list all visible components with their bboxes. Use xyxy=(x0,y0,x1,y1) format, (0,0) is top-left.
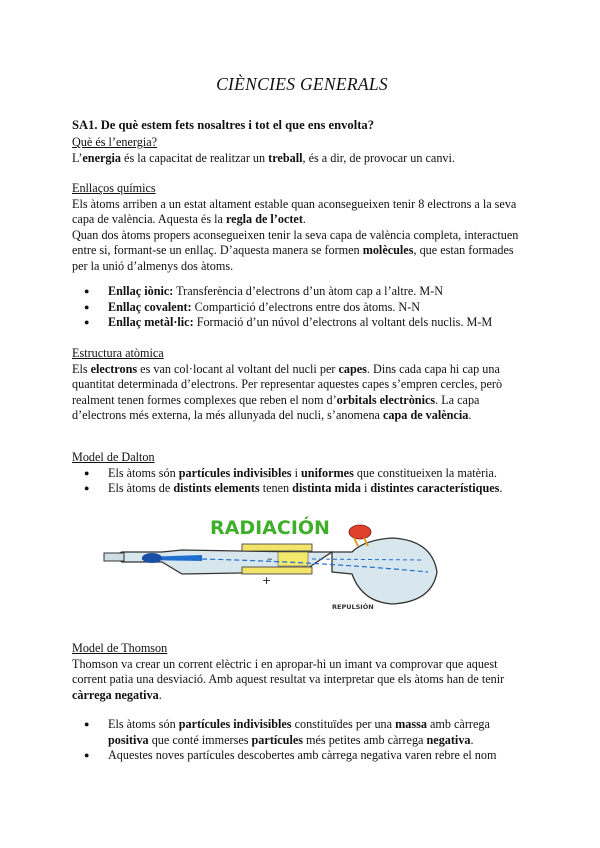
document-page xyxy=(72,0,532,848)
thomson-paragraph: Thomson va crear un corrent elèctric i en apropar-hi un imant va comprovar que aquest corrent patia una desviació. Amb aquest resultat va interpretar que els àtoms han de tenir càrrega negativa. xyxy=(72,656,505,702)
list-item: ● Enllaç iònic: Transferència d’electrons d’un àtom cap a l’altre. M-N xyxy=(72,284,528,300)
list-item: ● Enllaç covalent: Compartició d’electrons entre dos àtoms. N-N xyxy=(72,300,528,316)
enllacos-list xyxy=(72,284,528,331)
enllacos-section xyxy=(72,181,528,274)
plate-bottom xyxy=(242,567,312,574)
dalton-section xyxy=(72,450,528,497)
list-item: ● Aquestes noves partícules descobertes amb càrrega negativa varen rebre el nom xyxy=(72,748,528,764)
tube-neck xyxy=(104,553,124,561)
radiacion-label: RADIACIÓN xyxy=(210,517,330,539)
enllacos-paragraph-2: Quan dos àtoms propers aconsegueixen tenir la seva capa de valència completa, interactuen entre si, formant-se un enllaç. D’aquesta manera se formen molècules, que estan formades per la unió d’almenys dos àtoms. xyxy=(72,227,519,273)
deflection-zone xyxy=(278,552,308,566)
list-item: ● Els àtoms són partícules indivisibles constituïdes per una massa amb càrrega positiva que conté immerses partícules més petites amb càrrega negativa. xyxy=(72,717,528,748)
list-item: ● Els àtoms de distints elements tenen distinta mida i distintes característiques. xyxy=(72,481,528,497)
enllacos-heading: Enllaços químics xyxy=(72,181,156,195)
list-item: ● Els àtoms són partícules indivisibles i uniformes que constitueixen la matèria. xyxy=(72,466,528,482)
dalton-list xyxy=(72,466,528,497)
energia-section xyxy=(72,135,528,166)
estructura-paragraph: Els electrons es van col·locant al voltant del nucli per capes. Dins cada capa hi cap una quantitat determinada d’electrons. Per representar aquestes capes s’empren cercles, però realment tenen formes complexes que reben el nom d’orbitals electrònics. La capa d’electrons més externa, la més allunyada del nucli, s’anomena capa de valència. xyxy=(72,361,503,422)
cathode-ray-tube-illustration xyxy=(102,512,442,612)
energia-heading: Què és l’energia? xyxy=(72,135,158,149)
plate-top xyxy=(242,544,312,551)
magnet-icon xyxy=(349,525,371,539)
repulsion-label: REPULSIÓN xyxy=(332,603,374,611)
enllacos-paragraph-1: Els àtoms arriben a un estat altament estable quan aconsegueixen tenir 8 electrons a la seva capa de valència. Aquesta és la regla de l’octet. xyxy=(72,196,517,226)
plus-sign: + xyxy=(262,574,272,587)
thomson-heading: Model de Thomson xyxy=(72,641,168,655)
section-heading-sa1: SA1. De què estem fets nosaltres i tot el que ens envolta? xyxy=(72,118,374,132)
estructura-section xyxy=(72,346,528,424)
minus-sign: – xyxy=(267,552,273,565)
thomson-list xyxy=(72,717,528,764)
dalton-heading: Model de Dalton xyxy=(72,450,155,464)
thomson-section xyxy=(72,641,528,703)
energia-paragraph: L’energia és la capacitat de realitzar un treball, és a dir, de provocar un canvi. xyxy=(72,150,455,165)
estructura-heading: Estructura atòmica xyxy=(72,346,164,360)
page-title: CIÈNCIES GENERALS xyxy=(216,74,388,94)
cathode xyxy=(142,553,162,563)
list-item: ● Enllaç metàl·lic: Formació d’un núvol d’electrons al voltant dels nuclis. M-M xyxy=(72,315,528,331)
